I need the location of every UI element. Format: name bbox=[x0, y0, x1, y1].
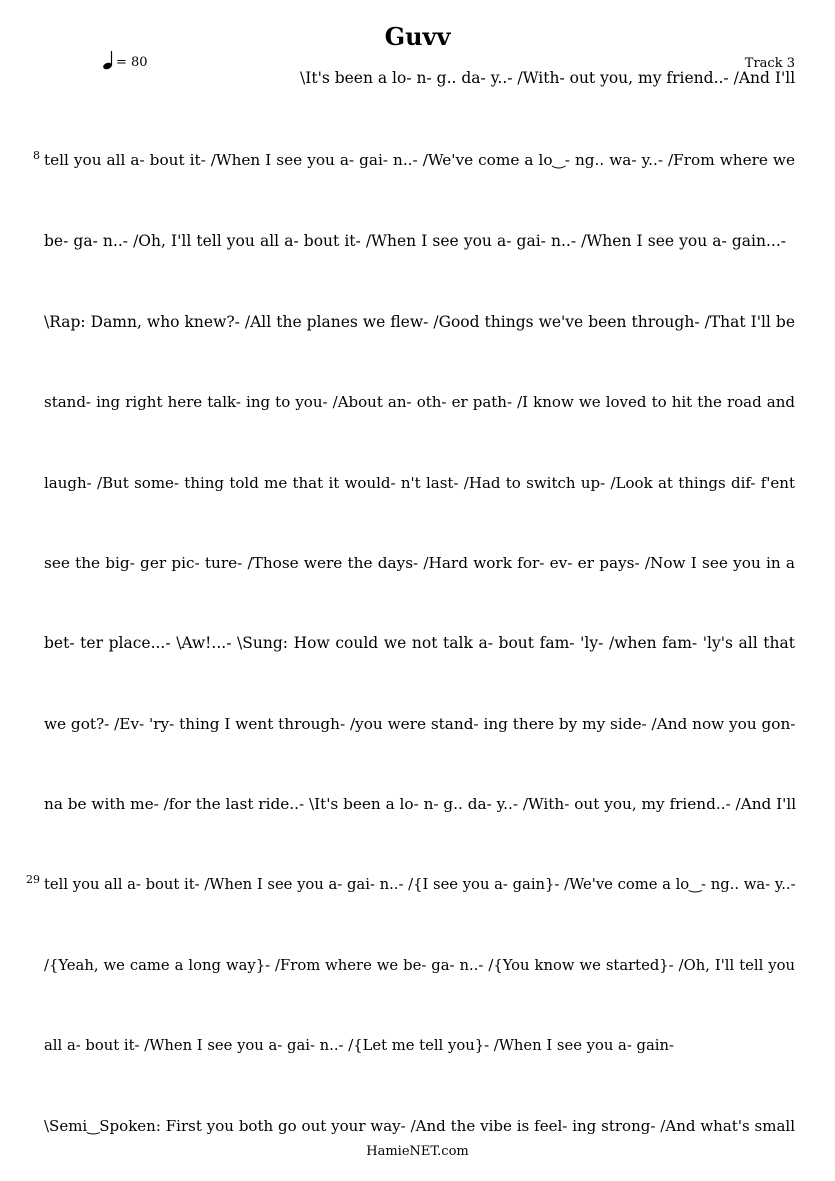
lyric-line: stand- ing right here talk- ing to you- /About an- oth- er path- /I know we loved to hit the road and bbox=[44, 393, 795, 411]
lyric-line: /{Yeah, we came a long way}- /From where we be- ga- n..- /{You know we started}- /Oh, I'll tell you bbox=[44, 957, 795, 974]
lyric-line: all a- bout it- /When I see you a- gai- n..- /{Let me tell you}- /When I see you a- gain- bbox=[44, 1037, 674, 1054]
quarter-note-icon bbox=[102, 50, 114, 70]
lyric-line: tell you all a- bout it- /When I see you a- gai- n..- /{I see you a- gain}- /We've come a lo‿- ng.. wa- y..- bbox=[44, 876, 796, 893]
lyric-line: we got?- /Ev- 'ry- thing I went through- /you were stand- ing there by my side- /And now you gon- bbox=[44, 715, 796, 733]
lyric-line: na be with me- /for the last ride..- \It's been a lo- n- g.. da- y..- /With- out you, my friend..- /And I'll bbox=[44, 795, 797, 813]
lyric-line: laugh- /But some- thing told me that it would- n't last- /Had to switch up- /Look at things dif- f'ent bbox=[44, 474, 795, 492]
tempo-marking bbox=[102, 50, 148, 70]
lyric-line: bet- ter place...- \Aw!...- \Sung: How could we not talk a- bout fam- 'ly- /when fam- 'ly's all that bbox=[44, 634, 795, 652]
lyric-line: \It's been a lo- n- g.. da- y..- /With- out you, my friend..- /And I'll bbox=[300, 69, 796, 87]
measure-number: 29 bbox=[26, 873, 40, 886]
tempo-value: = 80 bbox=[116, 55, 148, 70]
song-title: Guvv bbox=[384, 22, 451, 51]
lyric-line: tell you all a- bout it- /When I see you a- gai- n..- /We've come a lo‿- ng.. wa- y..- /From where we bbox=[44, 151, 795, 169]
footer-site-credit: HamieNET.com bbox=[366, 1144, 469, 1159]
lyric-line: \Rap: Damn, who knew?- /All the planes we flew- /Good things we've been through- /That I'll be bbox=[44, 313, 795, 331]
lyric-line: be- ga- n..- /Oh, I'll tell you all a- bout it- /When I see you a- gai- n..- /When I see you a- gain...- bbox=[44, 232, 786, 250]
lyric-line: see the big- ger pic- ture- /Those were the days- /Hard work for- ev- er pays- /Now I see you in a bbox=[44, 554, 795, 572]
measure-number: 8 bbox=[33, 149, 40, 162]
track-label: Track 3 bbox=[744, 56, 795, 71]
lyric-line: \Semi‿Spoken: First you both go out your way- /And the vibe is feel- ing strong- /And what's small bbox=[44, 1117, 795, 1135]
